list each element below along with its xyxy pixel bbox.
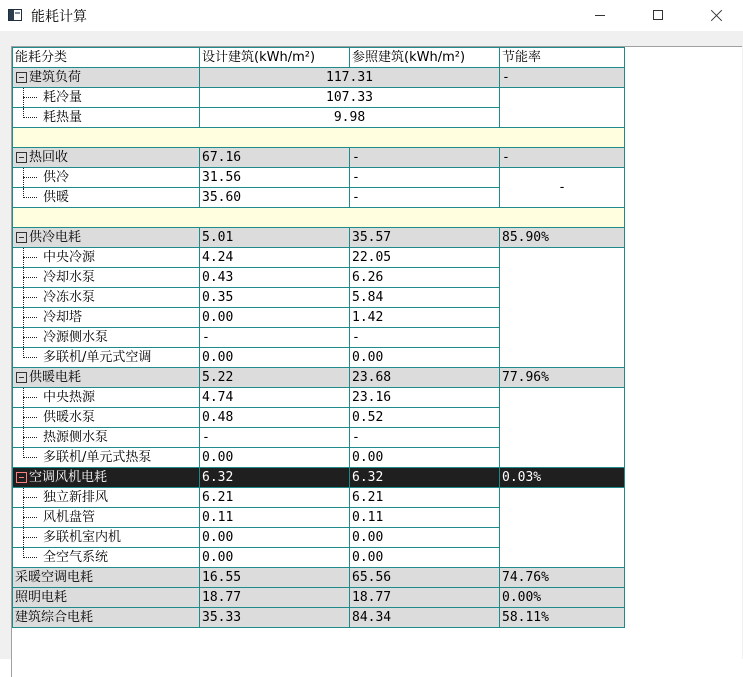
design-cell: 18.77 (200, 588, 350, 608)
rate-cell: 85.90% (500, 228, 625, 248)
group-row-fan-selected[interactable] (13, 468, 625, 488)
reference-cell: 0.00 (350, 348, 500, 368)
close-button[interactable] (687, 0, 743, 30)
child-label: 独立新排风 (43, 490, 109, 505)
child-row[interactable] (13, 488, 625, 508)
design-cell: 5.22 (200, 368, 350, 388)
group-label: 供暖电耗 (29, 370, 82, 385)
reference-cell: 0.52 (350, 408, 500, 428)
tree-branch-line (15, 248, 43, 267)
reference-cell: 1.42 (350, 308, 500, 328)
reference-cell: 0.11 (350, 508, 500, 528)
collapse-icon[interactable] (16, 372, 27, 383)
reference-cell: 84.34 (350, 608, 500, 628)
design-cell: 6.21 (200, 488, 350, 508)
rate-cell: 77.96% (500, 368, 625, 388)
child-label: 全空气系统 (43, 550, 109, 565)
close-icon (710, 9, 723, 22)
collapse-icon[interactable] (16, 472, 27, 483)
reference-cell: 22.05 (350, 248, 500, 268)
design-cell: 4.74 (200, 388, 350, 408)
merged-value: 9.98 (200, 108, 500, 128)
window-client-area (0, 31, 743, 659)
reference-cell: 35.57 (350, 228, 500, 248)
total-row-lighting[interactable] (13, 588, 625, 608)
child-label: 冷冻水泵 (43, 290, 96, 305)
rate-cell: 58.11% (500, 608, 625, 628)
group-row-heat-recovery[interactable] (13, 148, 625, 168)
child-label: 中央热源 (43, 390, 96, 405)
design-cell: 35.60 (200, 188, 350, 208)
header-reference[interactable]: 参照建筑(kWh/m²) (350, 48, 500, 68)
design-cell: 67.16 (200, 148, 350, 168)
child-row[interactable] (13, 388, 625, 408)
merged-value: 107.33 (200, 88, 500, 108)
merged-value: 117.31 (200, 68, 500, 88)
tree-branch-line (15, 548, 43, 567)
child-label: 冷却塔 (43, 310, 83, 325)
separator-row (13, 128, 625, 148)
design-cell: 0.00 (200, 448, 350, 468)
maximize-button[interactable] (629, 0, 687, 30)
child-label: 多联机室内机 (43, 530, 122, 545)
rate-cell-empty (500, 488, 625, 568)
tree-branch-line (15, 488, 43, 507)
tree-branch-line (15, 348, 43, 367)
collapse-icon[interactable] (16, 72, 27, 83)
child-label: 多联机/单元式热泵 (43, 450, 152, 465)
rate-cell: - (500, 68, 625, 88)
total-row-hvac[interactable] (13, 568, 625, 588)
child-row[interactable] (13, 248, 625, 268)
design-cell: 16.55 (200, 568, 350, 588)
group-label: 空调风机电耗 (29, 470, 108, 485)
energy-tree-grid (12, 47, 625, 628)
group-label: 供冷电耗 (29, 230, 82, 245)
collapse-icon[interactable] (16, 152, 27, 163)
tree-branch-line (15, 268, 43, 287)
group-row-cooling[interactable] (13, 228, 625, 248)
child-label: 多联机/单元式空调 (43, 350, 152, 365)
rate-cell: 0.00% (500, 588, 625, 608)
tree-branch-line (15, 508, 43, 527)
design-cell: 0.11 (200, 508, 350, 528)
child-label: 供暖水泵 (43, 410, 96, 425)
rate-cell: 74.76% (500, 568, 625, 588)
header-category[interactable]: 能耗分类 (13, 48, 200, 68)
energy-tree-grid-panel[interactable] (11, 46, 742, 677)
reference-cell: 6.32 (350, 468, 500, 488)
title-bar (0, 0, 743, 31)
design-cell: - (200, 328, 350, 348)
tree-branch-line (15, 428, 43, 447)
tree-branch-line (15, 408, 43, 427)
total-label: 采暖空调电耗 (13, 568, 200, 588)
separator-row (13, 208, 625, 228)
grid-header-row (13, 48, 625, 68)
reference-cell: 0.00 (350, 448, 500, 468)
design-cell: 4.24 (200, 248, 350, 268)
tree-branch-line (15, 308, 43, 327)
design-cell: 6.32 (200, 468, 350, 488)
design-cell: 0.00 (200, 548, 350, 568)
reference-cell: 6.26 (350, 268, 500, 288)
rate-cell-empty (500, 88, 625, 128)
child-label: 耗热量 (43, 110, 83, 125)
header-design[interactable]: 设计建筑(kWh/m²) (200, 48, 350, 68)
total-label: 照明电耗 (13, 588, 200, 608)
tree-branch-line (15, 288, 43, 307)
tree-branch-line (15, 388, 43, 407)
child-label: 风机盘管 (43, 510, 96, 525)
design-cell: 35.33 (200, 608, 350, 628)
reference-cell: 5.84 (350, 288, 500, 308)
rate-cell-empty (500, 248, 625, 368)
reference-cell: 6.21 (350, 488, 500, 508)
tree-branch-line (15, 108, 43, 127)
child-label: 中央冷源 (43, 250, 96, 265)
tree-branch-line (15, 168, 43, 187)
reference-cell: 65.56 (350, 568, 500, 588)
design-cell: 0.48 (200, 408, 350, 428)
reference-cell: - (350, 188, 500, 208)
design-cell: 31.56 (200, 168, 350, 188)
total-label: 建筑综合电耗 (13, 608, 200, 628)
group-row-load[interactable] (13, 68, 625, 88)
tree-branch-line (15, 528, 43, 547)
child-label: 冷源侧水泵 (43, 330, 109, 345)
rate-cell: - (500, 148, 625, 168)
design-cell: 0.00 (200, 308, 350, 328)
total-row-building[interactable] (13, 608, 625, 628)
header-rate[interactable]: 节能率 (500, 48, 625, 68)
collapse-icon[interactable] (16, 232, 27, 243)
child-label: 冷却水泵 (43, 270, 96, 285)
child-row[interactable] (13, 88, 625, 108)
design-cell: 0.00 (200, 528, 350, 548)
reference-cell: 23.68 (350, 368, 500, 388)
design-cell: 0.00 (200, 348, 350, 368)
group-label: 建筑负荷 (29, 70, 82, 85)
maximize-icon (653, 10, 663, 20)
minimize-button[interactable] (571, 0, 629, 30)
minimize-icon (595, 15, 605, 16)
reference-cell: - (350, 428, 500, 448)
design-cell: 0.35 (200, 288, 350, 308)
tree-branch-line (15, 328, 43, 347)
rate-cell: 0.03% (500, 468, 625, 488)
design-cell: - (200, 428, 350, 448)
tree-branch-line (15, 448, 43, 467)
reference-cell: - (350, 148, 500, 168)
child-label: 供冷 (43, 170, 70, 185)
reference-cell: 23.16 (350, 388, 500, 408)
design-cell: 5.01 (200, 228, 350, 248)
child-label: 耗冷量 (43, 90, 83, 105)
tree-branch-line (15, 88, 43, 107)
rate-cell-empty (500, 388, 625, 468)
group-label: 热回收 (29, 150, 69, 165)
app-window-icon (8, 9, 22, 21)
reference-cell: 18.77 (350, 588, 500, 608)
reference-cell: 0.00 (350, 548, 500, 568)
reference-cell: 0.00 (350, 528, 500, 548)
child-row[interactable] (13, 168, 625, 188)
child-label: 热源侧水泵 (43, 430, 109, 445)
reference-cell: - (350, 168, 500, 188)
group-row-heating[interactable] (13, 368, 625, 388)
reference-cell: - (350, 328, 500, 348)
rate-cell-merged: - (500, 168, 625, 208)
child-label: 供暖 (43, 190, 70, 205)
window-title: 能耗计算 (31, 9, 87, 25)
tree-branch-line (15, 188, 43, 207)
design-cell: 0.43 (200, 268, 350, 288)
